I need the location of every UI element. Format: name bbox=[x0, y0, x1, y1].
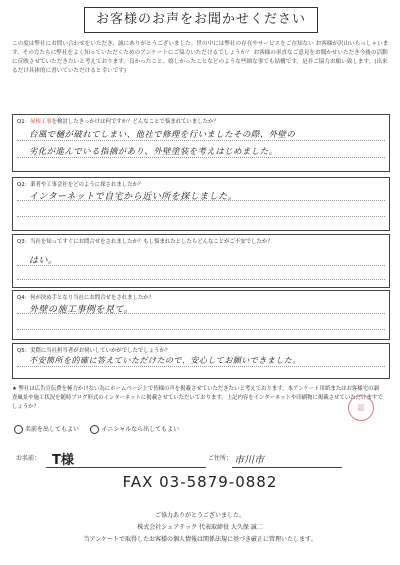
question-2-prefix: Q2： bbox=[17, 182, 31, 188]
question-3-label bbox=[17, 237, 273, 245]
question-2-rest: 業者や工事会社をどのように探されましたか？ bbox=[30, 182, 144, 188]
question-1-rest: を検討したきっかけは何ですか？どんなことで悩まれていましたか？ bbox=[51, 119, 219, 125]
page-title: お客様のお声をお聞かせください bbox=[84, 7, 318, 33]
question-1-label bbox=[17, 117, 219, 125]
consent-options bbox=[14, 424, 179, 434]
consent-option-name[interactable] bbox=[14, 426, 79, 433]
thanks-text: ご協力ありがとうございました。 bbox=[154, 512, 245, 519]
question-2-label bbox=[17, 180, 143, 188]
question-2-box bbox=[12, 177, 390, 231]
name-value: T様 bbox=[52, 453, 74, 468]
question-4-box bbox=[12, 290, 390, 340]
question-3-answer: はい。 bbox=[29, 256, 58, 266]
answer-rule bbox=[17, 216, 385, 217]
radio-circle-icon[interactable] bbox=[14, 425, 23, 434]
answer-rule bbox=[17, 366, 385, 367]
answer-rule bbox=[17, 265, 385, 266]
privacy-notice: 当アンケートで取得したお客様の個人情報は関係法規に基づき厳正に管理いたします。 bbox=[83, 536, 317, 543]
answer-rule bbox=[17, 140, 385, 141]
name-label: お名前： bbox=[16, 455, 41, 462]
question-5-prefix: Q5： bbox=[17, 348, 31, 354]
question-3-rest: 当社を知ってすぐにお問合せをされましたか？もし悩まれたとしたらどんなことがご不安でしたか？ bbox=[30, 239, 273, 245]
question-2-answer: インターネットで自宅から近い所を探しました。 bbox=[29, 192, 238, 202]
question-4-prefix: Q4： bbox=[17, 295, 31, 301]
intro-text: この度は弊社にお問い合わせをいただき、誠にありがとうございました。世の中には弊社の存在やサービスをご存知ない お客様が沢山いらっしゃいます。その方たちに弊社をよく知っていただくためのアンケートにご協力いただけるでしょうか？ お客様の率直なご意見をお聞かせいただき今後の活動に反映させていただきたいと考えております。良かったこと、嬉しかったことなどのような些細な事でも結構です。是非ご協力お願い致します。(出来るだけ具体的に書いていただけると幸いです) bbox=[12, 41, 389, 74]
question-1-box bbox=[12, 114, 390, 172]
answer-rule bbox=[17, 329, 385, 330]
name-address-row bbox=[12, 447, 388, 469]
question-4-label bbox=[17, 293, 154, 301]
fax-number: FAX 03-5879-0882 bbox=[122, 473, 278, 491]
question-1-highlight: 屋根工事 bbox=[30, 119, 52, 125]
address-value: 市川市 bbox=[234, 455, 264, 466]
question-4-answer: 外壁の施工事例を見て。 bbox=[29, 305, 134, 315]
answer-rule bbox=[17, 157, 385, 158]
question-1-prefix: Q1： bbox=[17, 119, 31, 125]
question-5-box bbox=[12, 343, 390, 379]
question-3-box bbox=[12, 234, 390, 288]
company-name: 株式会社シェアテック 代表取締役 大久保 誠二 bbox=[137, 524, 263, 531]
consent-option-initial-label: イニシャルなら出してもよい bbox=[101, 426, 180, 433]
approval-stamp: 認 bbox=[348, 395, 374, 421]
consent-option-initial[interactable] bbox=[90, 426, 179, 433]
question-5-label bbox=[17, 346, 170, 354]
name-underline bbox=[46, 467, 206, 468]
radio-circle-icon[interactable] bbox=[90, 425, 99, 434]
address-label: ご住所： bbox=[208, 455, 233, 462]
question-5-answer: 不安箇所を的確に答えていただけたので、安心してお願いできました。 bbox=[29, 356, 301, 365]
consent-option-name-label: 名前を出してもよい bbox=[25, 426, 80, 433]
question-3-prefix: Q3： bbox=[17, 239, 31, 245]
answer-rule bbox=[17, 279, 385, 280]
question-1-answer-line-1: 台風で樋が破れてしまい、他社で修理を行いましたその際、外壁の bbox=[29, 129, 296, 139]
address-underline bbox=[232, 467, 342, 468]
question-1-answer-line-2: 劣化が進んでいる指摘があり、外壁塗装を考えはじめました。 bbox=[29, 146, 278, 156]
publication-policy-text: ★ 弊社は広告宣伝費を極力かけない為にホームページ上で皆様の声を掲載させていただきたいと考えております。本アンケート用紙またはお客様宅の調査風景や施工状況を随時ブログ形式のインターネットに掲載させていただいております。上記内容をインターネットや印刷物に掲載させていただけますでしょうか？ bbox=[12, 386, 383, 410]
question-4-rest: 何が決め手となり当社にお問合せをされましたか？ bbox=[30, 295, 155, 301]
question-5-rest: 実際に当社担当者がお伺いしていかがでしたでしょうか？ bbox=[30, 348, 171, 354]
